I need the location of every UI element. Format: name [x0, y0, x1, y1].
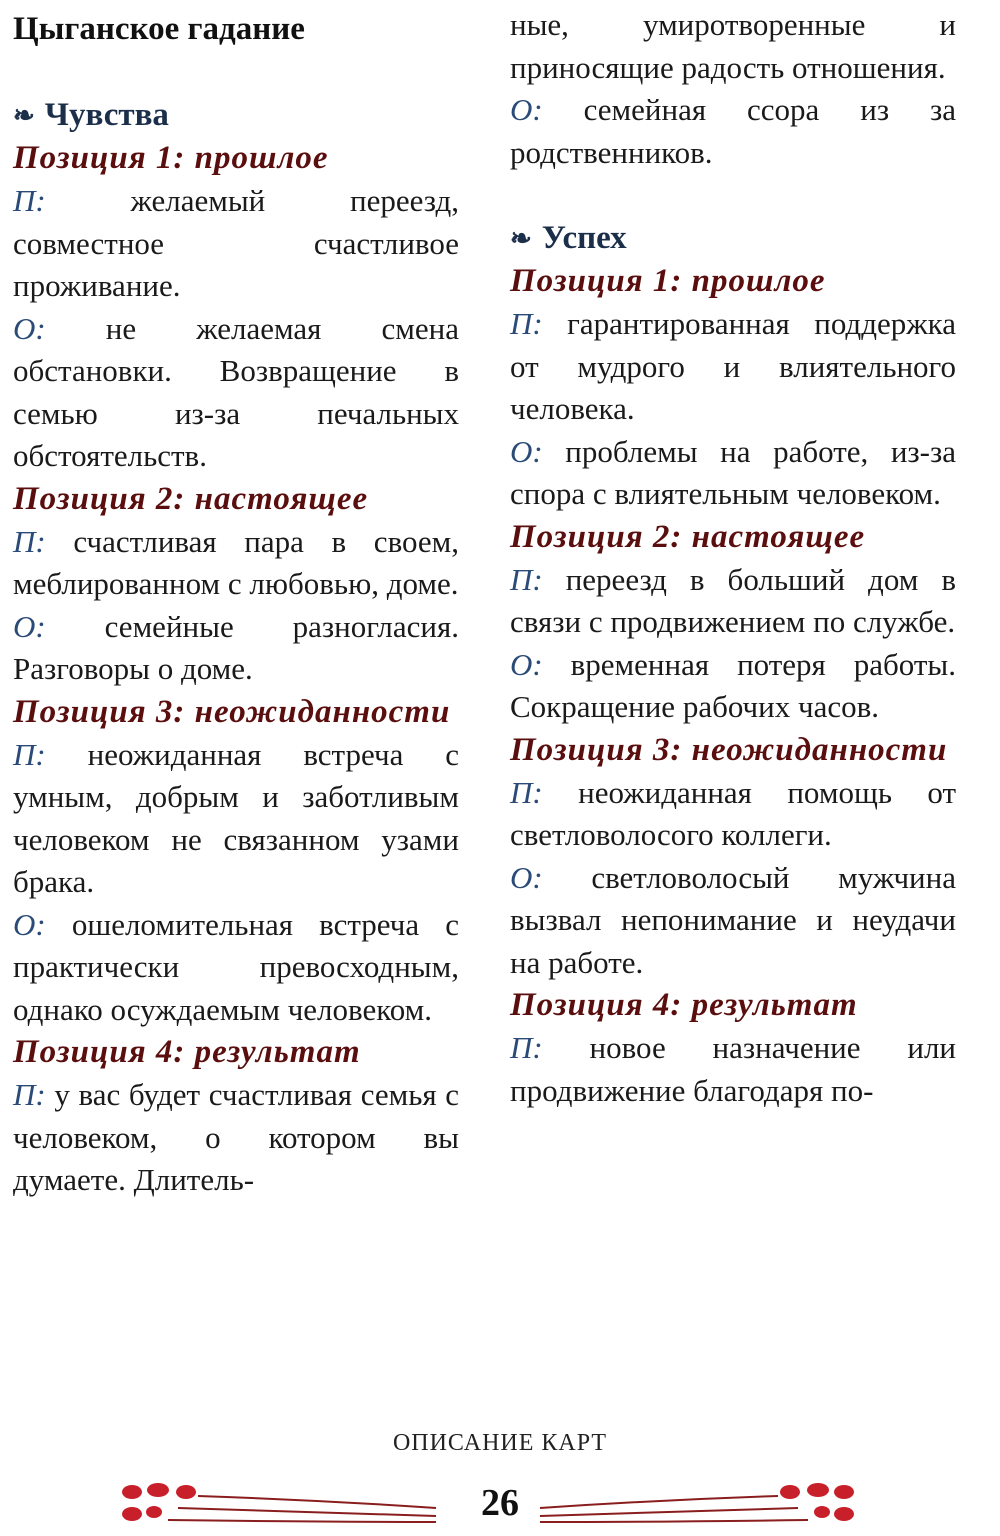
entry-positive: [510, 1027, 956, 1112]
footer-title: ОПИСАНИЕ КАРТ: [392, 1430, 608, 1456]
entry-label: П:: [510, 306, 543, 341]
position-heading: Позиция 1: прошлое: [510, 263, 826, 299]
entry-label: О:: [13, 310, 46, 346]
entry-text: желаемый переезд, совместное счастливое проживание.: [13, 183, 459, 303]
entry-text: семейные разногласия. Разговоры о доме.: [13, 608, 459, 686]
entry-positive: [510, 772, 956, 857]
entry-text: счастливая пара в своем, меблированном с любовью, доме.: [13, 523, 459, 601]
entry-negative: [13, 606, 459, 691]
section-heading-label: Успех: [541, 220, 627, 256]
entry-label: П:: [13, 736, 46, 772]
entry-positive: [13, 734, 459, 904]
entry-negative: [13, 308, 459, 478]
entry-text: у вас будет счастливая семья с человеком, о котором вы думаете. Длитель-: [13, 1077, 459, 1197]
entry-label: О:: [510, 646, 543, 682]
position-heading: Позиция 2: настоящее: [510, 518, 866, 555]
entry-text: семейная ссора из за родственников.: [510, 92, 956, 170]
entry-text: проблемы на работе, из-за спора с влиятельным человеком.: [510, 433, 956, 511]
entry-label: П:: [13, 1077, 46, 1112]
entry-negative: [510, 644, 956, 729]
left-column: [13, 0, 459, 1202]
entry-positive: [13, 180, 459, 308]
entry-positive: [510, 559, 956, 644]
entry-label: П:: [510, 774, 543, 810]
right-column: [510, 0, 956, 1112]
fleuron-icon: ❧: [510, 224, 532, 253]
entry-text: ошеломительная встреча с практически превосходным, однако осуждаемым человеком.: [13, 906, 459, 1027]
entry-label: П:: [510, 1030, 543, 1065]
entry-label: П:: [510, 561, 543, 597]
section-heading-label: Чувства: [44, 97, 169, 133]
position-heading: Позиция 3: неожиданности: [510, 731, 948, 768]
entry-label: О:: [13, 906, 46, 942]
position-heading: Позиция 4: результат: [510, 987, 858, 1023]
entry-text: гарантированная поддержка от мудрого и влиятельного человека.: [510, 306, 956, 426]
position-heading: Позиция 3: неожиданности: [13, 693, 451, 730]
entry-label: О:: [510, 859, 543, 895]
entry-negative: [13, 904, 459, 1032]
entry-text: не желаемая смена обстановки. Возвращение в семью из-за печальных обстоятельств.: [13, 310, 459, 473]
entry-text: переезд в больший дом в связи с продвижением по службе.: [510, 561, 956, 639]
entry-text: новое назначение или продвижение благодаря по-: [510, 1030, 956, 1108]
position-heading: Позиция 1: прошлое: [13, 140, 329, 176]
entry-label: П:: [13, 523, 46, 559]
entry-text: неожиданная встреча с умным, добрым и заботливым человеком не связанном узами брака.: [13, 736, 459, 899]
entry-positive: [13, 521, 459, 606]
page-number: 26: [481, 1482, 519, 1524]
entry-label: О:: [510, 92, 543, 127]
entry-positive: [13, 1074, 459, 1202]
position-heading: Позиция 2: настоящее: [13, 480, 369, 517]
entry-text: неожиданная помощь от светловолосого коллеги.: [510, 774, 956, 852]
entry-negative: [510, 857, 956, 985]
entry-continuation: ные, умиротворенные и приносящие радость отношения.: [510, 7, 956, 85]
position-heading: Позиция 4: результат: [13, 1034, 361, 1070]
entry-positive: [510, 303, 956, 431]
fleuron-icon: ❧: [13, 101, 35, 130]
section-heading-feelings: [13, 94, 459, 137]
entry-negative: [510, 431, 956, 516]
book-title: Цыганское гадание: [13, 11, 305, 47]
entry-label: О:: [13, 608, 46, 644]
entry-text: временная потеря работы. Сокращение рабочих часов.: [510, 646, 956, 724]
entry-negative: [510, 89, 956, 174]
entry-text: светловолосый мужчина вызвал непонимание и неудачи на работе.: [510, 859, 956, 980]
entry-label: П:: [13, 183, 46, 218]
entry-label: О:: [510, 433, 543, 469]
section-heading-success: [510, 217, 956, 260]
